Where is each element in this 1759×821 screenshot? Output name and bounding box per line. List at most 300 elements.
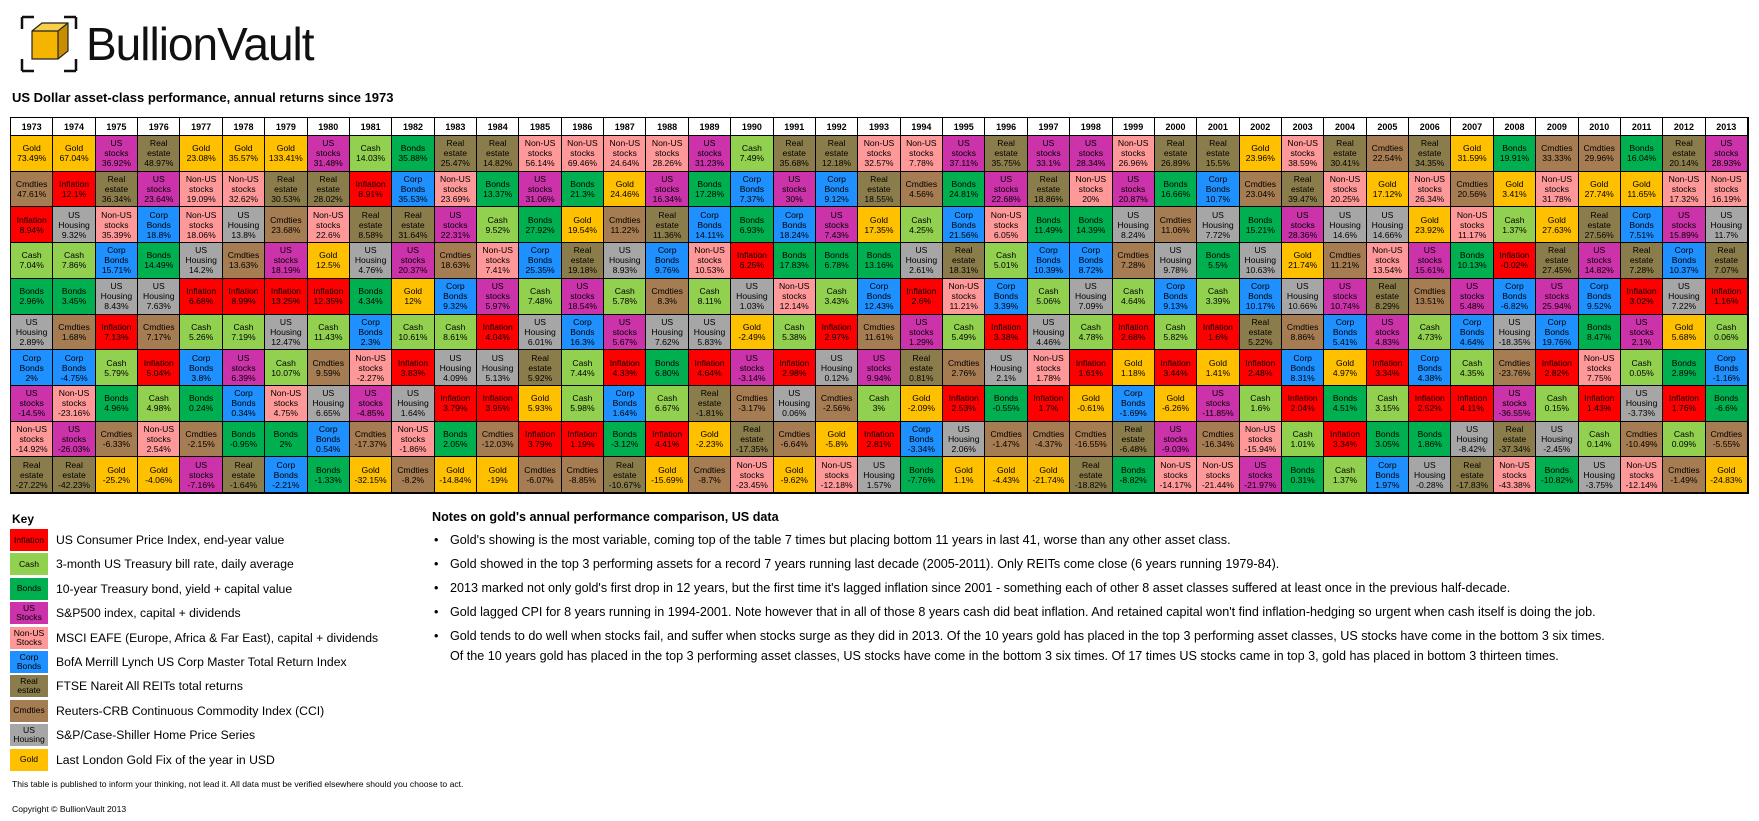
cell-asset: stocks <box>1459 219 1485 230</box>
cell-value: 5.68% <box>1671 331 1697 342</box>
table-cell <box>308 457 350 493</box>
table-cell <box>1579 207 1621 243</box>
cell-value: 3.39% <box>993 301 1019 312</box>
table-cell <box>1113 422 1155 458</box>
cell-asset: Cash <box>445 321 466 332</box>
table-cell <box>901 457 943 493</box>
table-cell <box>96 457 138 493</box>
cell-value: 12.18% <box>822 158 852 169</box>
cell-asset: Non-US <box>185 209 217 220</box>
table-cell <box>477 172 519 208</box>
table-cell <box>1706 422 1748 458</box>
cell-value: -7.16% <box>187 479 215 490</box>
cell-value: 4.75% <box>273 408 299 419</box>
cell-asset: US <box>406 245 419 256</box>
year-header: 1978 <box>223 118 265 136</box>
cell-value: 11.21% <box>949 301 978 312</box>
cell-asset: stocks <box>782 291 807 302</box>
cell-asset: Gold <box>912 393 931 404</box>
table-cell <box>1324 172 1366 208</box>
cell-value: 5.67% <box>612 336 637 347</box>
cell-value: -15.69% <box>651 474 684 485</box>
cell-asset: Corp <box>107 245 126 256</box>
cell-asset: Housing <box>609 255 641 266</box>
cell-asset: Bonds <box>1290 464 1315 475</box>
table-cell <box>1494 457 1536 493</box>
table-cell <box>223 207 265 243</box>
cell-asset: Bonds <box>1036 255 1061 266</box>
cell-value: 4.33% <box>612 367 637 378</box>
cell-value: 0.06% <box>1714 331 1739 342</box>
table-cell <box>1579 279 1621 315</box>
cell-asset: US <box>661 174 674 185</box>
table-cell <box>1324 386 1366 422</box>
table-cell <box>392 207 434 243</box>
table-cell <box>858 422 900 458</box>
cell-value: 12.1% <box>61 189 87 200</box>
cell-asset: US <box>1635 388 1648 399</box>
table-cell <box>943 243 985 279</box>
cell-asset: US <box>1339 209 1351 220</box>
cell-asset: Non-US <box>1711 174 1742 185</box>
cell-value: 9.94% <box>866 372 892 383</box>
table-cell <box>223 172 265 208</box>
cell-value: 16.34% <box>652 194 682 205</box>
cell-asset: Cash <box>487 214 508 225</box>
table-cell <box>138 386 180 422</box>
year-header: 2012 <box>1663 118 1705 136</box>
cell-asset: Gold <box>403 286 423 297</box>
table-cell <box>1028 350 1070 386</box>
cell-asset: Bonds <box>61 286 87 297</box>
cell-value: 4.34% <box>358 296 383 307</box>
cell-asset: Cash <box>1673 428 1694 439</box>
table-cell <box>265 422 307 458</box>
cell-asset: Real <box>22 459 41 470</box>
cell-value: 27.74% <box>1584 189 1614 200</box>
table-cell <box>604 386 646 422</box>
cell-asset: Bonds <box>1587 291 1612 302</box>
cell-asset: US <box>618 316 631 327</box>
cell-value: -42.23% <box>58 479 91 490</box>
table-cell <box>1113 243 1155 279</box>
key-description: MSCI EAFE (Europe, Africa & Far East), capital + dividends <box>56 630 379 645</box>
cell-asset: estate <box>1333 148 1357 159</box>
cell-asset: US <box>322 388 335 399</box>
cell-value: 1.78% <box>1036 372 1061 383</box>
table-cell <box>1028 136 1070 172</box>
table-cell <box>1197 315 1239 351</box>
cell-asset: US <box>491 352 504 363</box>
table-cell <box>1240 136 1282 172</box>
table-cell <box>1282 315 1324 351</box>
cell-value: 6.65% <box>316 408 341 419</box>
cell-asset: Inflation <box>482 393 513 404</box>
cell-value: 27.92% <box>525 224 555 235</box>
cell-value: 5.41% <box>1332 336 1358 347</box>
cell-asset: Cmdties <box>736 393 768 404</box>
table-cell <box>1536 243 1578 279</box>
cell-value: 6.80% <box>654 367 680 378</box>
table-cell <box>901 279 943 315</box>
cell-asset: Housing <box>1117 219 1149 230</box>
year-header: 1975 <box>96 118 138 136</box>
cell-asset: Cash <box>1589 428 1610 439</box>
cell-asset: Non-US <box>397 423 429 434</box>
table-cell <box>689 207 731 243</box>
cell-value: 5.26% <box>188 331 214 342</box>
cell-asset: US <box>406 388 419 399</box>
cell-value: -4.85% <box>356 408 385 419</box>
key-item <box>10 699 378 723</box>
cell-asset: Corp <box>446 281 465 292</box>
cell-asset: Inflation <box>1245 357 1276 368</box>
table-cell <box>350 207 392 243</box>
year-header: 1977 <box>180 118 222 136</box>
table-cell <box>180 243 222 279</box>
table-cell <box>943 422 985 458</box>
cell-asset: US <box>1508 388 1521 399</box>
cell-asset: US <box>322 138 335 149</box>
cell-asset: Real <box>1675 138 1693 149</box>
table-cell <box>138 207 180 243</box>
cell-value: 7.78% <box>909 158 934 169</box>
notes-title: Notes on gold's annual performance comparison, US data <box>432 510 779 524</box>
cell-asset: Gold <box>446 464 465 475</box>
table-cell <box>223 136 265 172</box>
cell-value: 35.57% <box>228 153 259 164</box>
cell-asset: Housing <box>1202 219 1234 230</box>
cell-value: -2.27% <box>356 372 385 383</box>
cell-asset: stocks <box>104 219 129 230</box>
cell-value: -11.85% <box>1202 408 1234 419</box>
table-cell <box>689 136 731 172</box>
cell-asset: US <box>1042 316 1055 327</box>
cell-asset: Housing <box>1032 326 1065 337</box>
cell-asset: Bonds <box>527 214 553 225</box>
table-cell <box>1070 136 1112 172</box>
cell-asset: Cash <box>318 321 339 332</box>
cell-value: 9.32% <box>443 301 468 312</box>
cell-asset: Bonds <box>231 398 256 409</box>
table-cell <box>731 279 773 315</box>
cell-value: -3.12% <box>611 438 639 449</box>
cell-asset: Gold <box>361 464 380 475</box>
cell-asset: Bonds <box>443 428 468 439</box>
cell-asset: Bonds <box>1502 291 1527 302</box>
year-header: 1998 <box>1070 118 1112 136</box>
cell-asset: Non-US <box>694 245 725 256</box>
table-cell <box>1282 136 1324 172</box>
table-cell <box>985 207 1027 243</box>
cell-asset: Housing <box>863 469 895 480</box>
cell-asset: stocks <box>951 148 976 159</box>
table-cell <box>646 207 688 243</box>
cell-value: 0.54% <box>316 443 341 454</box>
cell-asset: Inflation <box>397 357 429 368</box>
cell-asset: Cmdties <box>1413 286 1446 297</box>
cell-asset: stocks <box>909 148 934 159</box>
cell-value: 27.45% <box>1542 265 1572 276</box>
cell-value: 2.6% <box>911 296 932 307</box>
cell-asset: Bonds <box>1121 464 1146 475</box>
key-swatch: Real estate <box>10 675 48 697</box>
cell-value: 27.56% <box>1584 229 1614 240</box>
cell-value: 3.41% <box>1502 189 1527 200</box>
cell-value: -2.09% <box>907 403 935 414</box>
year-header: 1973 <box>11 118 53 136</box>
cell-asset: Cmdties <box>1583 143 1615 154</box>
cell-value: 1.43% <box>1587 403 1612 414</box>
cell-value: 3.43% <box>824 296 849 307</box>
cell-asset: Gold <box>742 321 761 332</box>
cell-value: 18.8% <box>146 229 171 240</box>
year-header: 1981 <box>350 118 392 136</box>
table-cell <box>816 422 858 458</box>
table-cell <box>1070 386 1112 422</box>
table-cell <box>1621 136 1663 172</box>
cell-asset: Bonds <box>824 250 849 261</box>
cell-value: 1.76% <box>1671 403 1697 414</box>
year-header: 1982 <box>392 118 434 136</box>
cell-asset: US <box>1000 174 1013 185</box>
table-cell <box>1240 350 1282 386</box>
cell-value: 6.25% <box>739 260 765 271</box>
year-header: 1980 <box>308 118 350 136</box>
cell-asset: stocks <box>1121 184 1146 195</box>
year-header: 1999 <box>1113 118 1155 136</box>
cell-value: 10.07% <box>271 367 301 378</box>
cell-value: 15.61% <box>1415 265 1445 276</box>
cell-asset: Bonds <box>866 291 892 302</box>
cell-asset: Corp <box>869 281 889 292</box>
table-cell <box>1240 386 1282 422</box>
cell-asset: Inflation <box>1075 357 1106 368</box>
table-cell <box>96 315 138 351</box>
cell-value: 35.88% <box>398 153 428 164</box>
table-cell <box>1536 422 1578 458</box>
table-cell <box>731 457 773 493</box>
cell-asset: estate <box>1460 469 1484 480</box>
cell-asset: Cash <box>1250 393 1271 404</box>
cell-asset: Inflation <box>440 393 471 404</box>
cell-asset: Gold <box>1166 393 1185 404</box>
cell-value: 4.97% <box>1332 367 1358 378</box>
table-cell <box>689 243 731 279</box>
cell-asset: Cash <box>572 357 593 368</box>
table-cell <box>1663 386 1705 422</box>
cell-value: 0.31% <box>1290 474 1315 485</box>
cell-value: 10.53% <box>694 265 725 276</box>
cell-value: 21.56% <box>949 229 979 240</box>
cell-asset: Inflation <box>1372 357 1403 368</box>
cell-value: -3.73% <box>1627 408 1656 419</box>
table-cell <box>308 350 350 386</box>
table-cell <box>96 243 138 279</box>
cell-asset: Corp <box>742 174 762 185</box>
cell-value: 4.25% <box>909 224 934 235</box>
cell-asset: Cmdties <box>566 464 599 475</box>
cell-asset: Real <box>615 459 634 470</box>
table-cell <box>731 243 773 279</box>
cell-asset: stocks <box>316 148 341 159</box>
cell-asset: Non-US <box>1583 352 1615 363</box>
cell-asset: Bonds <box>612 428 637 439</box>
table-cell <box>53 172 95 208</box>
table-cell <box>1579 136 1621 172</box>
cell-asset: Real <box>1505 423 1524 434</box>
cell-value: 11.21% <box>1330 260 1360 271</box>
cell-asset: Corp <box>1378 459 1397 470</box>
table-cell <box>96 350 138 386</box>
cell-value: 15.5% <box>1205 158 1231 169</box>
cell-asset: US <box>1381 316 1394 327</box>
cell-asset: stocks <box>1587 255 1612 266</box>
cell-value: 1.64% <box>400 408 426 419</box>
table-cell <box>1282 207 1324 243</box>
year-header: 2005 <box>1367 118 1409 136</box>
cell-asset: Housing <box>1075 291 1107 302</box>
cell-value: 10.63% <box>1245 265 1275 276</box>
table-cell <box>180 136 222 172</box>
cell-asset: Housing <box>1625 398 1658 409</box>
cell-asset: Bonds <box>146 250 171 261</box>
cell-asset: stocks <box>993 184 1019 195</box>
cell-value: -2.49% <box>738 331 766 342</box>
cell-asset: Real <box>870 174 888 185</box>
cell-value: -17.83% <box>1456 479 1489 490</box>
cell-value: 0.15% <box>1544 403 1570 414</box>
table-cell <box>1197 279 1239 315</box>
cell-value: 12% <box>404 296 422 307</box>
cell-value: 47.61% <box>17 189 47 200</box>
cell-asset: US <box>279 316 292 327</box>
table-cell <box>816 207 858 243</box>
cell-value: 11.49% <box>1034 224 1063 235</box>
cell-asset: Bonds <box>485 179 510 190</box>
cell-value: 22.6% <box>316 229 341 240</box>
cell-asset: Inflation <box>1711 286 1742 297</box>
cell-asset: Inflation <box>1584 393 1615 404</box>
cell-asset: US <box>152 174 165 185</box>
cell-value: -6.64% <box>780 438 808 449</box>
cell-value: 4.38% <box>1417 372 1442 383</box>
year-header: 1991 <box>774 118 816 136</box>
cell-asset: Inflation <box>101 321 132 332</box>
table-cell <box>774 422 816 458</box>
cell-value: 18.24% <box>779 229 809 240</box>
cell-value: 2.61% <box>909 265 934 276</box>
cell-value: -17.37% <box>354 438 387 449</box>
cell-value: 7.48% <box>527 296 553 307</box>
table-cell <box>138 457 180 493</box>
cell-value: 2.1% <box>996 372 1016 383</box>
cell-asset: Real <box>954 245 973 256</box>
table-cell <box>901 207 943 243</box>
cell-asset: estate <box>19 469 44 480</box>
year-header: 2004 <box>1324 118 1366 136</box>
cell-asset: US <box>1084 138 1097 149</box>
cell-asset: Bonds <box>1078 214 1103 225</box>
table-cell <box>1367 457 1409 493</box>
cell-asset: US <box>1296 281 1309 292</box>
cell-asset: Non-US <box>1287 138 1318 149</box>
cell-asset: Cash <box>1123 286 1144 297</box>
cell-asset: Cmdties <box>1202 428 1234 439</box>
cell-value: 7.28% <box>1121 260 1146 271</box>
cell-asset: Gold <box>573 214 592 225</box>
cell-value: -8.85% <box>568 474 597 485</box>
cell-value: -12.18% <box>820 479 853 490</box>
cell-asset: Corp <box>1208 174 1228 185</box>
cell-asset: Real <box>743 423 761 434</box>
cell-asset: Inflation <box>1118 321 1149 332</box>
cell-value: 23.64% <box>144 194 174 205</box>
table-cell <box>1155 350 1197 386</box>
cell-asset: stocks <box>1163 469 1188 480</box>
cell-value: 13.54% <box>1372 265 1402 276</box>
table-cell <box>604 172 646 208</box>
cell-value: 28.93% <box>1711 158 1741 169</box>
table-cell <box>858 315 900 351</box>
cell-value: 31.06% <box>525 194 555 205</box>
table-cell <box>901 422 943 458</box>
cell-value: 27.63% <box>1542 224 1572 235</box>
bullet-icon: • <box>434 605 439 619</box>
cell-value: 11.7% <box>1714 229 1739 240</box>
table-cell <box>985 315 1027 351</box>
cell-value: 7.19% <box>231 331 256 342</box>
table-cell <box>816 136 858 172</box>
cell-value: -3.17% <box>738 403 766 414</box>
year-header: 1976 <box>138 118 180 136</box>
table-cell <box>562 315 604 351</box>
cell-asset: Gold <box>869 214 889 225</box>
cell-asset: Housing <box>524 326 556 337</box>
cell-asset: stocks <box>527 184 553 195</box>
cell-value: 10.13% <box>1457 260 1487 271</box>
table-cell <box>53 136 95 172</box>
cell-asset: Bonds <box>273 469 299 480</box>
cell-value: -4.06% <box>145 474 173 485</box>
cell-asset: Inflation <box>567 428 598 439</box>
cell-value: 37.11% <box>949 158 978 169</box>
table-cell <box>562 422 604 458</box>
cell-asset: Cash <box>148 393 169 404</box>
cell-asset: stocks <box>1544 184 1570 195</box>
table-cell <box>1536 386 1578 422</box>
cell-value: 20.37% <box>398 265 428 276</box>
cell-asset: stocks <box>316 219 341 230</box>
cell-asset: estate <box>443 148 468 159</box>
cell-value: 2.68% <box>1121 331 1146 342</box>
year-header: 2010 <box>1579 118 1621 136</box>
cell-asset: estate <box>485 148 510 159</box>
cell-asset: Corp <box>1166 281 1185 292</box>
cell-asset: Bonds <box>1714 393 1739 404</box>
cell-value: 2.96% <box>19 296 44 307</box>
cell-asset: estate <box>1629 255 1654 266</box>
cell-asset: stocks <box>1332 291 1358 302</box>
cell-asset: Inflation <box>482 321 513 332</box>
cell-asset: stocks <box>697 255 722 266</box>
table-cell <box>1197 243 1239 279</box>
table-cell <box>1070 422 1112 458</box>
cell-asset: stocks <box>1375 255 1400 266</box>
year-header: 2002 <box>1240 118 1282 136</box>
table-cell <box>1663 243 1705 279</box>
cell-value: -37.34% <box>1498 443 1531 454</box>
